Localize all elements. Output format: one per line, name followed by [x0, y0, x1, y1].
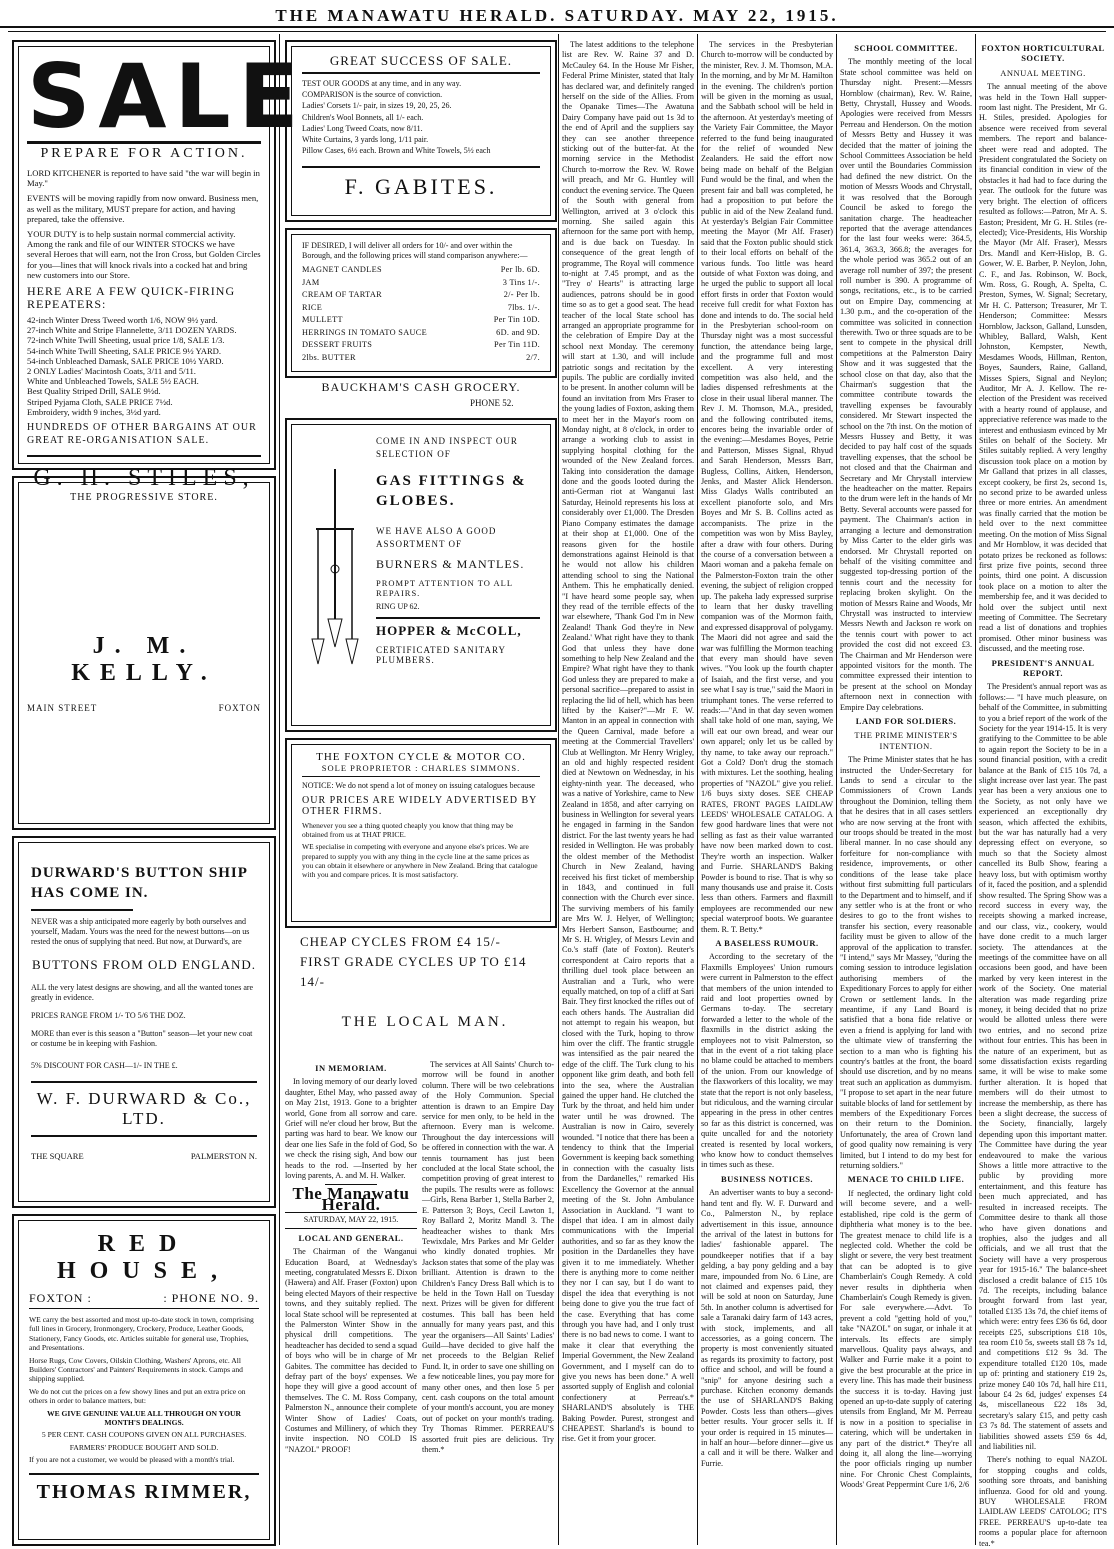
durward-firm-name: W. F. DURWARD & Co., LTD.	[31, 1081, 257, 1137]
column-rule	[558, 34, 559, 1545]
gabites-headline: GREAT SUCCESS OF SALE.	[302, 53, 540, 74]
sale-closing: HUNDREDS OF OTHER BARGAINS AT OUR GREAT RE-ORGANISATION SALE.	[27, 422, 257, 447]
gabites-advertisement	[285, 40, 557, 222]
price-value: 3 Tins 1/-.	[502, 277, 540, 287]
sale-item: 42-inch Winter Dress Tweed worth 1/6, NOW 9½ yard.	[27, 315, 218, 326]
price-value: 2/7.	[526, 352, 540, 362]
durward-advertisement	[12, 836, 276, 1208]
memoriam-heading: IN MEMORIAM.	[315, 1063, 387, 1073]
nazol-text: There's nothing to equal NAZOL for stopping coughs and colds, soothing sore throats, and banishing influenza. Good for old and young. BUY WHOLESALE FROM LAIDLAW LEEDS' CATOLOG; IT'S FREE. PERREAU'S up-to-date tea rooms a popular place for afternoon tea.*	[979, 1455, 1107, 1548]
cycle-proprietor: SOLE PROPRIETOR : CHARLES SIMMONS.	[302, 763, 540, 777]
hopper-prompt: PROMPT ATTENTION TO ALL REPAIRS.	[376, 578, 513, 598]
herald-date: SATURDAY, MAY 22, 1915.	[285, 1212, 417, 1228]
price-value: Per Tin 11D.	[494, 340, 540, 350]
annual-meeting-subheading: ANNUAL MEETING.	[1000, 67, 1086, 78]
sale-item: 72-inch White Twill Sheeting, usual price 1/8, SALE 1/3.	[27, 335, 225, 346]
column-rule	[975, 34, 976, 1545]
masthead	[0, 6, 1114, 28]
gabites-line: Children's Wool Bonnets, all 1/- each.	[302, 112, 424, 122]
sale-body	[27, 168, 261, 447]
price-item: CREAM OF TARTAR	[302, 290, 382, 300]
sale-item: Embroidery, width 9 inches, 3½d yard.	[27, 406, 161, 417]
price-value: 6D. and 9D.	[496, 327, 540, 337]
durward-paragraph: MORE than ever is this season a "Button" season—let your new coat or costume be in keeping with Fashion.	[31, 1029, 253, 1048]
red-house-paragraph: Horse Rugs, Cow Covers, Oilskin Clothing, Washers' Aprons, etc. All Builders' Contractors' and Painters' Requirements in stock. Camps and shipping supplied.	[29, 1355, 243, 1384]
durward-headline: DURWARD'S BUTTON SHIP HAS COME IN.	[31, 865, 248, 901]
cycle-cheap: CHEAP CYCLES FROM £4 15/-	[300, 934, 501, 949]
hopper-burners: BURNERS & MANTLES.	[376, 557, 525, 571]
red-house-paragraph: If you are not a customer, we would be pleased with a month's trial.	[29, 1455, 235, 1465]
price-value: 7lbs. 1/-.	[507, 302, 540, 312]
sale-item: Best Quality Striped Drill, SALE 9½d.	[27, 386, 161, 397]
cycle-first-grade: FIRST GRADE CYCLES UP TO £14 14/-	[300, 954, 527, 989]
sale-paragraph: EVENTS will be moving rapidly from now onward. Business men, as well as the military, MUST prepare for action, and having prepared, take the offensive.	[27, 193, 259, 224]
menace-text: If neglected, the ordinary light cold will become severe, and a well-established, ripe cold is the germ of diphtheria what money is to the bee. The greatest menace to child life is a neglected cold. Whether the cold be slight or severe, the very best treatment that can be adopted is to give Chamberlain's Cough Remedy. A cold never results in diphtheria when Chamberlain's Cough Remedy is given. For sale everywhere.—Advt. To prevent a cold "getting hold of you," take "NAZOL" on sugar, or inhale it at intervals. Its effects are simply marvellous. Quality pays always, and Walker and Furrie make it a point to give the best procurable at the price in every line. This has made their business the success it is to-day. Having just opened an up-to-date supply of catering utensils from England, Mr M. Perreau is now in a position to specialise in catering, which will be undertaken in any part of the district.* They're all doing it, all along the line—worrying the poor officials ringing up number nine. For Chronic Chest Complaints, Woods' Great Peppermint Cure 1/6, 2/6	[840, 1188, 972, 1490]
price-item: HERRINGS IN TOMATO SAUCE	[302, 327, 427, 337]
column-church-notes	[422, 1060, 554, 1544]
presidents-report-heading: PRESIDENT'S ANNUAL REPORT.	[991, 657, 1095, 678]
cycle-prices-heading: OUR PRICES ARE WIDELY ADVERTISED BY OTHER FIRMS.	[302, 795, 537, 817]
gabites-line: White Curtains, 3 yards long, 1/11 pair.	[302, 135, 429, 145]
kelly-street: MAIN STREET	[27, 703, 98, 713]
sale-item: 54-inch White Twill Sheeting, SALE PRICE 9½ YARD.	[27, 345, 222, 356]
rimmer-firm-name: THOMAS RIMMER,	[29, 1473, 259, 1504]
kelly-advertisement	[12, 476, 276, 830]
presidents-report-text: The President's annual report was as follows:— "I have much pleasure, on behalf of the Committee, in submitting to you a brief report of the work of the Society for the year 1914-15. It is very gratifying to the Committee to be able to again report the Society to be in a sound financial position, with a credit balance at the Bank of £15 10s 7d, a slight increase over last year. The past year has been a very anxious one to the Society, as not only have we experienced an exceptionally dry season, which affected the exhibits, but the war has naturally had a very depressing effect on everyone, so much so that the Society almost cancelled its Bulb Show, fearing a heavy loss, but with optimism worthy of it, faced the position, and a splendid show resulted. The Spring Show was a record success in every way, the receipts showing a marked increase, and our class, viz., cookery, would have done credit to a much larger society. The attendances at the meetings of the committee have on all occasions been good, and have been marked by very keen interest in the work of the Society. One material alteration was made regarding prize money, it being decided that no prize would be allotted unless there were two entries, and no second prize without four entries. This has been in the nature of an experiment, but as some dissatisfaction exists regarding same, it will be wise to make some further alteration. It is hoped that members will do their utmost to increase the membership, as there has been a slight decrease, the success of the Society, financially, largely depending upon this important matter. The Committee have during the year endeavoured to make the various Shows a little more attractive to the public by providing more entertainment, and this feature has been much appreciated, and has resulted in increased receipts. The Committee desire to thank all those who have given donations and trophies, also the judges and all officials, and we all trust that the Society will have a very prosperous year for 1915-16." The balance-sheet disclosed a credit balance of £15 10s 7d. The receipts, including balance brought forward from last year, totalled £135 13s 7d, the chief items of which were: entry fees £36 6s 6d, door receipts £25, subscriptions £18 10s, tea room £10 5s, sweets stall £8 7s 1d, and competitions £12 9s 3d. The expenditure totalled £120 10s, made up of: printing and stationery £19 2s, prize money £40 10s 7d, hall hire £11, labour £4 2s 6d, judges' expenses £4 4s, miscellaneous £22 18s 3d, secretary's salary £15, and petty cash £3 7s 8d. The statement of assets and liabilities showed assets £59 6s 4d, and liabilities nil.	[979, 682, 1107, 1452]
bauckham-phone: PHONE 52.	[470, 398, 514, 408]
column-news-5	[840, 40, 972, 1544]
sale-item: 54-inch Unbleached Damask, SALE PRICE 10½ YARD.	[27, 355, 224, 366]
column-4-text: The services in the Presbyterian Church to-morrow will be conducted by the minister, Rev. J. M. Thomson, M.A. In the morning, and by Mr M. Hamilton in the evening. The children's portion will be given in the morning as usual, and the Sabbath school will be held in the afternoon. At yesterday's meeting of the Variety Fair Committee, the Mayor referred to the fund being inaugurated for the relief of wounded New Zealanders. He said the effort now being made on behalf of the Belgian Fund would be the final, and when the present fair and ball was completed, he had a proposition to put before the public in aid of the New Zealand fund. At yesterday's Belgian Fair Committee meeting the Mayor (Mr Alf. Fraser) said that the Foxton public should stick to their local efforts on behalf of the various funds. Too little was heard outside of what Foxton was doing, and he urged the public to support all local effort firsts in order that Foxton would receive full credit for what Foxton has done and intends to do. The social held in the Presbyterian school-room on Thursday night was a most successful function, the attendance being large, and the programme full and most excellent. A very interesting competition was also held, and the ladies dispensed refreshments at the close in their usual liberal manner. The Rev J. M. Thomson, M.A., presided, and the following contributed items, encores being the invariable order of the evening:—Mesdames Boyes, Petrie and Patterson, Misses Signal, Rhyud and Sarah Henderson, Messrs Barr, Bugless, Collins, Aitken, Henderson, Jenks, and Master Alick Henderson. Miss Gladys Walls contributed an excellent pianoforte solo, and Mrs Boyes and Mr S. B. Collins acted as accompanists. The prize in the competition was won by Miss Bayley, after a draw with four others. During the course of a conversation between a Maori woman and a pakeha female on the Palmerston-Foxton train the other evening, the subject of religion cropped up. The pakeha lady expressed surprise to learn that her dusky travelling companion was of the Mormon faith, and expressed disapproval of polygamy. The Maori did not agree and said the war was fulfilling the Mormon teaching that every man should have seven wives. "You look up the fourth chapter of Isaiah, and the first verse, and you see what I say is true," said the Maori in triumphant tones. The verse referred to reads:—"And in that day seven women shall take hold of one man, saying, We will eat our own bread, and wear our own apparel; only let us be called by thy name, to take away our reproach." Got a Cold? Don't drug the stomach with mixtures. Let the soothing, healing properties of "NAZOL" give you relief. 1/6 buys sixty doses. SEE CHEAP RATES, FRONT PAGES LAIDLAW LEEDS' WHOLESALE CATALOG. A few good hardware lines that were not selling as fast as their value warranted have now been marked down to cost. They're worth an inspection. Walker and Furrie. SHARLAND'S Baking Powder is bound to rise. That is why so many thousands use and praise it. Costs less than others. Farmers and flaxmill employees are recommended our new special waterproof boots. We guarantee them. R. T. Betty.*	[701, 40, 833, 934]
price-item: MULLETT	[302, 315, 343, 325]
gabites-line: Ladies' Long Tweed Coats, now 8/11.	[302, 123, 423, 133]
cycle-local-man: THE LOCAL MAN.	[341, 1014, 509, 1030]
gas-lamp-illustration	[308, 469, 362, 669]
cycle-paragraph: Whenever you see a thing quoted cheaply you know that thing may be obtained from us at THAT PRICE.	[302, 821, 514, 840]
hopper-intro: COME IN AND INSPECT OUR SELECTION OF	[376, 436, 518, 459]
red-house-paragraph: WE carry the best assorted and most up-to-date stock in town, comprising full lines in Grocery, Ironmongery, Crockery, Produce, Leather Goods, Stationery, Fancy Goods, etc. Articles suitable for general use, Trophies, and Presentations.	[29, 1315, 254, 1353]
masthead-title: THE MANAWATU HERALD. SATURDAY. MAY 22, 1915.	[275, 6, 839, 25]
land-for-soldiers-heading: LAND FOR SOLDIERS.	[855, 716, 957, 726]
price-item: RICE	[302, 302, 323, 312]
cycle-notice: NOTICE: We do not spend a lot of money on issuing catalogues because	[302, 781, 535, 790]
baseless-rumour-heading: A BASELESS RUMOUR.	[715, 937, 819, 948]
sale-item: 27-inch White and Stripe Flannelette, 3/11 DOZEN YARDS.	[27, 325, 237, 336]
horticultural-heading: FOXTON HORTICULTURAL SOCIETY.	[981, 43, 1105, 64]
local-general-heading: LOCAL AND GENERAL.	[298, 1232, 404, 1243]
bauckham-firm-name: BAUCKHAM'S CASH GROCERY.	[321, 380, 521, 394]
business-notices-text: An advertiser wants to buy a second-hand tent and fly. W. F. Durward and Co., Palmerston N., by replace advertisement in this issue, announce the arrival of the latest in buttons for ladies' fashionable apparel. The poundkeeper notifies that if a bay gelding, a bay pony gelding and a bay mare, impounded from No. 6 Line, are not claimed and expenses paid, they will be sold at noon on Saturday, June 5th. In another column is advertised for sale a Taranaki dairy farm of 143 acres, with stock, implements, and all accessories, as a going concern. The property is most conveniently situated as regards its proximity to factory, post office and school, and will be found a "snip" for anyone desiring such a purchase. Kitchen economy demands the use of SHARLAND'S Baking Powder. Costs less than others—gives better results. Your grocer sells it. If your order is required in 15 minutes—in half an hour—before dinner—give us a call and it will be there. Walker and Furrie.	[701, 1188, 833, 1468]
cycle-firm-name: THE FOXTON CYCLE & MOTOR CO.	[316, 751, 526, 763]
herald-title: The Manawatu Herald.	[292, 1184, 410, 1214]
price-value: Per Tin 10D.	[493, 315, 540, 325]
price-value: 2/- Per lb.	[503, 290, 540, 300]
durward-prices: PRICES RANGE FROM 1/- TO 5/6 THE DOZ.	[31, 1011, 186, 1020]
sale-item: Striped Pyjama Cloth, SALE PRICE 7½d.	[27, 396, 173, 407]
column-news-3	[562, 40, 694, 1544]
sale-item: 2 ONLY Ladies' Macintosh Coats, 3/11 and 5/11.	[27, 366, 196, 377]
sale-headline: SALE	[27, 45, 307, 148]
hopper-we-have: WE HAVE ALSO A GOOD ASSORTMENT OF	[376, 526, 497, 549]
kelly-name: J. M. KELLY.	[71, 633, 217, 686]
memoriam-text: In loving memory of our dearly loved daughter, Ethel May, who passed away on May 21st, 1913. Gone to a brighter world, Gone from all sorrow and care. Grief will ne'er cloud her brow, But the parting was hard to bear. We know our dear one lies Safe in the fold of God, So we check the rising sigh, And bow our heads to the rod. —Inserted by her loving parents, A. and M. H. Walker.	[285, 1077, 417, 1181]
red-house-value: WE GIVE GENUINE VALUE ALL THROUGH ON YOUR MONTH'S DEALINGS.	[46, 1408, 242, 1428]
red-house-town: FOXTON :	[29, 1291, 92, 1305]
column-rule	[836, 34, 837, 1545]
durward-address-right: PALMERSTON N.	[190, 1151, 257, 1161]
sale-subhead: PREPARE FOR ACTION.	[27, 141, 261, 162]
price-value: Per lb. 6D.	[500, 265, 540, 275]
durward-buttons-heading: BUTTONS FROM OLD ENGLAND.	[31, 957, 257, 972]
durward-discount: 5% DISCOUNT FOR CASH—1/- IN THE £.	[31, 1061, 178, 1070]
land-for-soldiers-text: The Prime Minister states that he has instructed the Under-Secretary for Lands to send a circular to the Commissioners of Crown Lands throughout the Dominion, telling them that he desires that in all cases settlers who are now serving at the front with our troops should be treated in the most liberal manner. In no case should any forfeiture for non-compliance with residence, improvements, or other conditions of the lease take place without first submitting full particulars to the Department and to himself, and if any settler who is at the front or who desires to go to the front wishes to transfer his section, every reasonable facility must be given to allow of the approval of the application to transfer. "I intend," says Mr Massey, "during the coming session to introduce legislation authorising members of the Expeditionary Forces to apply for either Crown or settlement lands. In the meantime, if any Land Board is satisfied that a bona fide relative or even a friend is applying for land with the ultimate view of transferring the section to a man who is fighting his country's battles at the front, the board should use discretion, and by no means treat such an application as dummyism. "I propose to set apart in the near future suitable blocks of land for settlement by members of the Expeditionary Forces on their return to the Dominion. Unfortunately, the area of Crown land of good quality now remaining is very limited, but I intend to do my best for returning soldiers."	[840, 755, 972, 1171]
business-notices-heading: BUSINESS NOTICES.	[720, 1173, 814, 1184]
menace-heading: MENACE TO CHILD LIFE.	[847, 1174, 965, 1185]
durward-paragraph: ALL the very latest designs are showing, and all the wanted tones are greatly in evidence.	[31, 983, 254, 1002]
school-committee-text: The monthly meeting of the local State school committee was held on Thursday night. Present:—Messrs Hornblow (chairman), Rev. W. Raine, Betty, Chrystall, Hussey and Woods. Apologies were received from Messrs Perreau and Henderson. On the motion of Messrs Betty and Hussey it was decided that the matter of joining the School Committees Association be held over until the Boundaries Commission had defined the new district. On the motion of Messrs Woods and Chrystall, it was resolved that the Borough Council be asked to forego the sanitation charge. The headteacher reported that the average attendances for the last four weeks were: 364.5, 361.4, 363.3, 366.8; the averages for the whole period was 365.2 out of an average roll number of 397; the present roll number is 390. A programme of songs, recitations, etc., is to be carried out on Empire Day, commencing at 1.30 p.m., and the co-operation of the committee was solicited in connection therewith. Two or three squads are to be sent to compete in the physical drill competitions at the Palmerston Dairy Show and it was suggested that the school close on that day, also that the Chairman's suggestion that the committee contribute towards the travelling expenses be favourably considered. Mr Stewart inspected the school on the 7th inst. On the motion of Messrs Hussey and Betty, it was decided to pay half cost of the squads travelling expenses, that the school be not closed and that the Chairman and Secretary and Mr Chrystall interview the headteacher on the matter. Repairs to the drum were left in the hands of Mr Betty. Several accounts were passed for payment. The Chairman's action in arranging a lecture and demonstration by Miss Carter to the elder girls was endorsed. Mr Chrystall reported on behalf of the visiting committee and suggested top-dressing portion of the tennis court and the necessity for replacing broken skylight. On the motion of Messrs Raine and Woods, Mr Chrystall was instructed to interview Messrs Newth and Jackson re work on the tennis court with power to act provided the cost did not exceed £3. The Chairman and Mr Henderson were appointed visitors for the month. The committee expressed their intention to be present at the school on Monday afternoon next in connection with Empire Day celebrations.	[840, 57, 972, 712]
price-item: 2lbs. BUTTER	[302, 352, 356, 362]
durward-address-left: THE SQUARE	[31, 1151, 84, 1161]
column-rule	[697, 34, 698, 1545]
herald-text: The Chairman of the Wanganui Education Board, at Wednesday's meeting, congratulated Messrs E. Dixon (Hawera) and Alf. Fraser (Foxton) upon being elected Mayors of their respective towns, and they suitably replied. The local State school will be represented at the Palmerston Winter Show in the physical drill competitions. The headteacher has decided to send a squad of boys who will be in charge of Mr Gabites. The committee has decided to defray part of the boys' expenses. We hope they will give a good account of themselves. The C. M. Ross Company, Palmerston N., announce their complete Winter Show of Ladies' Coats, Costumes and Millinery, of which they invite inspection. NO COLD IS "NAZOL" PROOF!	[285, 1247, 417, 1454]
cycle-advertisement	[285, 738, 557, 928]
red-house-phone: : PHONE NO. 9.	[163, 1291, 259, 1305]
hopper-ring: RING UP 62.	[376, 602, 420, 611]
price-item: JAM	[302, 277, 320, 287]
hopper-firm-name: HOPPER & McCOLL,	[376, 617, 540, 639]
baseless-rumour-text: According to the secretary of the Flaxmills Employees' Union rumours were current in Palmerston to the effect that members of the union intended to raid and loot properties owned by Germans to-day. The secretary forwarded a letter to the whole of the flaxmills in the district asking the employees not to visit Palmerston, so that in the event of a riot taking place no blame could be attached to members of the union. From our knowledge of the flaxworkers of this locality, we may state that the report is not only baseless, but ridiculous, and the warning circular appearing in the press in other centres so far as this district is concerned, was quite uncalled for and the notoriety created is resented by local workers, who know how to conduct themselves in times such as these.	[701, 952, 833, 1170]
gabites-line: Pillow Cases, 6½ each. Brown and White Towels, 5½ each	[302, 146, 491, 156]
column-news-4	[701, 40, 833, 1544]
hopper-tagline: CERTIFICATED SANITARY PLUMBERS.	[376, 645, 506, 665]
red-house-advertisement	[12, 1214, 276, 1546]
kelly-town: FOXTON	[218, 703, 261, 713]
gabites-line: TEST OUR GOODS at any time, and in any way.	[302, 79, 462, 88]
column-herald	[285, 1060, 417, 1544]
gabites-line: COMPARISON is the source of conviction.	[302, 90, 443, 100]
sale-advertisement	[12, 40, 307, 504]
sale-paragraph: YOUR DUTY is to help sustain normal commercial activity. Among the rank and file of our WINTER STOCKS we have several Heroes that will earn, not the Iron Cross, but Golden Circles for you—lines that will knock rivals into a cocked hat and bring new customers into our Store.	[27, 229, 261, 280]
school-committee-heading: SCHOOL COMMITTEE.	[854, 43, 958, 53]
hopper-advertisement	[285, 418, 557, 732]
column-rule	[279, 34, 280, 1545]
price-item: MAGNET CANDLES	[302, 265, 382, 275]
gabites-line: Ladies' Corsets 1/- pair, in sizes 19, 20, 25, 26.	[302, 101, 452, 111]
land-for-soldiers-subheading: THE PRIME MINISTER'S INTENTION.	[854, 730, 958, 751]
horticultural-text: The annual meeting of the above was held in the Town Hall supper-room last night. The President, Mr G. H. Stiles, presided. Apologies for absence were received from several members. The report and balance-sheet were read and adopted. The President congratulated the Society on its financial condition in view of the obstacles it had had to face during the year. The outlook for the future was very bright. The election of officers resulted as follows:—Patron, Mr A. S. Easton; President, Mr G. H. Stiles (re-elected); Vice-Presidents, His Worship the Mayor (Mr Alf. Fraser), Messrs Drs. Mandl and Kerr-Hislop, B. G. Gower, W. E. Barber, P. Neylon, John, C. F., and Jas. Robinson, W. Bock, Wm. Ross, G. Rough, A. Spelta, C. Preston, Symes, W. Signal; Secretary, Mr H. C. Patterson; Treasurer, Mr T. Henderson; Committee: Messrs Hornblow, Jackson, Galland, Lunsden, Whibley, Ballard, Walsh, Kent Johnston, Kempster, Newth, Mesdames Woods, Hillman, Renton, Boyes, Saunders, Raine, Galland, Misses Spiers, Signal and Neylon; Auditor, Mr A. J. Kellow. The re-election of the President was received with a hearty round of applause, and appreciative reference was made to the interest and enthusiasm evinced by Mr Stiles on behalf of the Society. Mr Stiles suitably replied. A very lengthy discussion took place on a motion by Mr Galland that prizes in all classes, except cookery, be first 2s, second 1s, no second prize to be awarded unless three or more entries. An amendment was finally carried that the motion be held over to the next committee meeting. On the motion of Miss Signal and Mr Hornblow, it was decided that potato prizes be reckoned as follows: first prize five points, second three points, third one point. A discussion took place on a motion to alter the membership fee, and it was decided to hold over the subject until next meeting of Committee. The Secretary read a list of donations and trophies promised. Other minor business was discussed, and the meeting rose.	[979, 82, 1107, 654]
church-notes-text: The services at All Saints' Church to-morrow will be found in another column. There will be two celebrations of the Holy Communion. Special attention is drawn to an Empire Day service for men only, to be held in the afternoon. Every man is welcome. Throughout the day intercessions will be offered in connection with the war. A tennis tournament has just been concluded at the local State school, the competition proving of great interest to the pupils. The results were as follows:—Girls, Rena Barber 1, Stella Barber 2, E. Patterson 3; Boys, Cecil Lawton 1, Roy Ballard 2, Moritz Mandl 3. The headteacher wishes to thank Mrs Tewixdale, Mrs Parkes and Mr Gelder who kindly donated trophies. Mr Jackson states that some of the play was brilliant. Attention is drawn to the Children's Fancy Dress Ball which is to be held in the Town Hall on Tuesday next. Prizes will be given for different costumes. This ball has been held annually for many years past, and this year the organisers—All Saints' Ladies' Guild—have decided to give half the net proceeds to the Belgian Relief Fund. It, in order to save one shilling on a few noticeable lines, you pay more for many other ones, and then lose 5 per cent. cash coupons on the total amount of your month's account, you are money out of pocket on your month's trading. Try Thomas Rimmer. PERREAU'S assorted fruit pies are delicious. Try them.*	[422, 1060, 554, 1455]
gabites-firm-name: F. GABITES.	[302, 166, 540, 200]
repeaters-heading: HERE ARE A FEW QUICK-FIRING REPEATERS:	[27, 284, 236, 312]
cycle-prices-block	[300, 932, 550, 1031]
red-house-paragraph: We do not cut the prices on a few showy lines and put an extra price on others in order to balance matters, but:	[29, 1386, 246, 1406]
red-house-name: RED HOUSE,	[56, 1231, 232, 1284]
sale-paragraph: LORD KITCHENER is reported to have said "the war will begin in May."	[27, 168, 260, 189]
bauckham-intro: IF DESIRED, I will deliver all orders for 10/- and over within the Borough, and the following prices will stand comparison anywhere:—	[302, 241, 528, 260]
hopper-gas-fittings: GAS FITTINGS & GLOBES.	[376, 473, 527, 509]
cycle-paragraph: WE specialise in competing with everyone and anyone else's prices. We are prepared to supply you with any thing in the cycle line at the same prices as you can obtain it elsewhere or anywhere in New Zealand. Bring that catalogue with you and compare prices. It is most satisfactory.	[302, 842, 538, 880]
stiles-tagline: THE PROGRESSIVE STORE.	[70, 492, 218, 504]
column-news-6	[979, 40, 1107, 1548]
bauckham-advertisement	[285, 228, 557, 378]
sale-item: White and Unbleached Towels, SALE 5½ EACH.	[27, 376, 199, 387]
red-house-produce: FARMERS' PRODUCE BOUGHT AND SOLD.	[69, 1442, 219, 1452]
durward-paragraph: NEVER was a ship anticipated more eagerly by both ourselves and yourself, Madam. Yours was the need for the newest buttons—on us rested the onus of supplying that need. But now, at Durward's, are	[31, 917, 250, 946]
column-3-text: The latest additions to the telephone list are Rev. W. Raine 37 and D. McCauley 64. In the House Mr Fisher, Federal Prime Minister, stated that Italy has declared war, and definitely ranged herself on the side of the Allies. From the Opanake Times—The Awatuna Dairy Company have paid out 1s 3d to the end of April and the suppliers say they can see another threepence sticking out of the butter-fat. At the morning service in the Methodist Church to-morrow the Rev. W. Rowe will preach, and Mr G. Huntley will conduct the evening service. The Queen of the South with general from Wellington, arrived at 3 o'clock this morning. She sailed again this afternoon for the same port with hemp, and is due back on Tuesday. In consequence of the great length of programme, The Royal will commence to-night at 7.45 prompt, and as the "Trey o' Hearts" is attracting large audiences, patrons should be in good time so as to get a good seat. The head teacher of the local State school has arranged an appropriate programme for the celebration of Empire Day at the school next Monday. The ceremony will start at 1.30, and will include patriotic songs and recitation by the pupils. The public are cordially invited to be present. In another column will be found an invitation from Mrs Fraser to the young ladies of Foxton, asking them to meet her in the Mayor's room on Monday night, at 8 o'clock, in order to arrange a working club to assist in supplying hospital clothing for the wounded of the New Zealand forces. Taking into consideration the damage done and the goods looted during the anti-German riot at Wanganui last Saturday, Heinold represents his loss at considerably over £1,000. The Dresden Piano Company estimates the damage at their shop at £1,000. One of the reasons given for the hostile demonstrations against Heinold is that he would not allow his children attending school to sing the National Anthem. This he emphatically denied. "I have heard some people say, when they read of the terrible effects of the war elsewhere, 'Thank God I'm in New Zealand! Thank God they're in New Zealand.' What right have they to thank God that unless they have done something to help New Zealand and the Empire? What right have they to thank God unless they are prepared to make a personal sacrifice—prepared to assist in replacing the lid of hell, which has been lifted by the Kaiser?"—Mr F. W. Manton in an appeal in connection with the Queen Carnival, made before a meeting at the Commercial Travellers' Club at Wellington. Mr Henry Wrigley, an old and highly respected resident died at Newtown on Wednesday, in his eighty-ninth year. The deceased, who was a native of Yorkshire, came to New Zealand in 1858, and after carrying on business in Wellington for several years he engaged in farming in the Sandon district. For the last twenty years he had resided in Wellington. He was probably the oldest member of the Methodist Church in New Zealand, having received his first ticket of membership in 1843, and continued in full connection with the Church ever since. The surviving members of his family are Mrs W. J. Helyer, of Wellington; Mrs Herbert Sanson, Eastbourne; and Mr S. H. Wrigley, of Messrs Levin and Co.'s staff (late of Foxton). Reuter's correspondent at Cairo reports that a thrilling duel took place between an Australian and a Turk, who were equally matched, on top of a cliff at Sari Bair. They first knocked the rifles out of each others hands. The Australian did not attempt to regain his weapon, but closed with the Turk, hoping to throw him over the cliff. The frantic struggle was intensified as the pair neared the edge of the cliff. The Turk clung to his opponent like grim death, and both fell into the sea, where the Australian gained the upper hand. He clutched the Turk by the throat, and held him under water until he was drowned. The Australian is now in Cairo, severely wounded. "I notice that there has been a tendency to think that the Imperial Government is keeping back something in connection with the casualty lists from the Dardanelles," remarked His Excellency the Governor at the annual meeting of the St. John Ambulance Association in Auckland. "I want to dispel that idea. I am in almost daily communications with the Imperial authorities, and so far as they know the position in the Dardanelles they have given it to me immediately. Whether there is anything more to come neither they nor I can say, but I do want to dispel the idea that everything is not being done to give you the true fact of the case. Everything that has come through you have had, and I only trust there is no bad news to come. I want to make it clear that everything the Imperial Government, the New Zealand Government, and I myself can do to give you news has been done." A well assorted supply of English and colonial confectionery at Perreau's.* SHARLAND'S absolutely is THE Baking Powder. Purest, strongest and CHEAPEST. Sharland's is bound to rise. Get it from your grocer.	[562, 40, 694, 1444]
price-item: DESSERT FRUITS	[302, 340, 373, 350]
red-house-coupons: 5 PER CENT. CASH COUPONS GIVEN ON ALL PURCHASES.	[41, 1430, 247, 1440]
stiles-firm-name: G. H. STILES,	[27, 455, 261, 492]
